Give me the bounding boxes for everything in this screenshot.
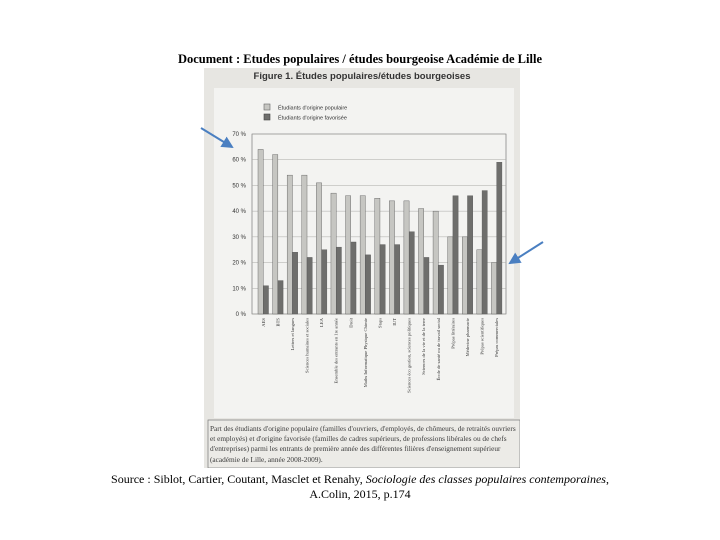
y-tick-label: 40 % bbox=[232, 209, 246, 216]
bar-favored bbox=[482, 191, 487, 314]
x-tick-label: Droit bbox=[348, 318, 354, 328]
legend-label-popular: Étudiants d'origine populaire bbox=[278, 105, 348, 112]
x-tick-label: Sciences éco gestion, sciences politiques bbox=[406, 318, 412, 393]
bar-favored bbox=[497, 162, 502, 314]
x-tick-label: Médecine pharmacie bbox=[464, 318, 470, 357]
x-tick-label: AES bbox=[260, 318, 266, 327]
bar-popular bbox=[491, 263, 496, 314]
bar-chart bbox=[204, 68, 520, 468]
document-title: Document : Etudes populaires / études bourgeoise Académie de Lille bbox=[177, 52, 542, 66]
scanned-figure bbox=[204, 68, 520, 468]
bar-popular bbox=[331, 193, 336, 314]
bar-popular bbox=[316, 183, 321, 314]
bar-favored bbox=[438, 265, 443, 314]
bar-favored bbox=[365, 255, 370, 314]
source-prefix: Source : Siblot, Cartier, Coutant, Masclet et Renahy, bbox=[111, 472, 366, 486]
bar-favored bbox=[380, 245, 385, 314]
bar-favored bbox=[351, 242, 356, 314]
bar-favored bbox=[278, 281, 283, 314]
bar-popular bbox=[346, 196, 351, 314]
figure-caption: Part des étudiants d'origine populaire (familles d'ouvriers, d'employés, de chômeurs, de retraités ouvriers et employés) et d'origine favorisée (familles de cadres supérieurs, de professions libérales ou de chefs d'entreprises) parmi les entrants de première année des différentes filières d'enseignement supérieur (académie de Lille, année 2008-2009). bbox=[210, 424, 516, 464]
legend-swatch-popular bbox=[264, 104, 270, 110]
x-tick-label: Ensemble des entrants en 1re année bbox=[333, 318, 339, 384]
bar-favored bbox=[336, 247, 341, 314]
x-tick-label: Maths Informatique Physique Chimie bbox=[362, 318, 368, 388]
x-tick-label: Prépas scientifiques bbox=[479, 318, 485, 355]
bar-popular bbox=[404, 201, 409, 314]
bar-favored bbox=[409, 232, 414, 314]
bar-popular bbox=[302, 175, 307, 314]
y-tick-label: 10 % bbox=[232, 286, 246, 293]
x-tick-label: Staps bbox=[377, 318, 383, 328]
bar-popular bbox=[273, 155, 278, 314]
x-tick-label: Sciences de la vie et de la terre bbox=[421, 318, 427, 375]
bar-favored bbox=[424, 257, 429, 314]
bar-favored bbox=[292, 252, 297, 314]
bar-popular bbox=[389, 201, 394, 314]
y-tick-label: 70 % bbox=[232, 132, 246, 138]
source-suffix: , bbox=[605, 472, 609, 486]
bar-popular bbox=[418, 209, 423, 314]
legend-label-favored: Étudiants d'origine favorisée bbox=[278, 115, 347, 122]
x-tick-label: BTS bbox=[275, 318, 281, 327]
y-tick-label: 50 % bbox=[232, 183, 246, 190]
x-tick-label: Prépas littéraires bbox=[450, 318, 456, 349]
bar-popular bbox=[433, 211, 438, 314]
x-tick-label: Prépas commerciales bbox=[494, 318, 500, 357]
y-tick-label: 30 % bbox=[232, 234, 246, 241]
x-tick-label: Sciences humaines et sociales bbox=[304, 318, 310, 373]
bar-favored bbox=[322, 250, 327, 314]
y-tick-label: 60 % bbox=[232, 157, 246, 164]
x-tick-label: École de santé ou de travail social bbox=[435, 318, 441, 381]
figure-title: Figure 1. Études populaires/études bourgeoises bbox=[253, 71, 471, 82]
y-tick-label: 20 % bbox=[232, 260, 246, 267]
x-tick-label: IUT bbox=[392, 318, 398, 326]
bar-favored bbox=[453, 196, 458, 314]
source-book-title: Sociologie des classes populaires contemporaines bbox=[365, 472, 606, 486]
bar-popular bbox=[287, 175, 292, 314]
bar-favored bbox=[467, 196, 472, 314]
bar-popular bbox=[477, 250, 482, 314]
source-citation bbox=[0, 472, 720, 502]
bar-popular bbox=[462, 237, 467, 314]
y-tick-label: 0 % bbox=[235, 312, 246, 318]
bar-popular bbox=[360, 196, 365, 314]
source-line2: A.Colin, 2015, p.174 bbox=[309, 487, 411, 501]
bar-favored bbox=[307, 257, 312, 314]
bar-popular bbox=[448, 237, 453, 314]
bar-popular bbox=[258, 149, 263, 314]
x-tick-label: Lettres et langues bbox=[289, 318, 295, 351]
legend-swatch-favored bbox=[264, 114, 270, 120]
bar-favored bbox=[263, 286, 268, 314]
x-tick-label: LEA bbox=[319, 318, 325, 327]
bar-favored bbox=[395, 245, 400, 314]
bar-popular bbox=[375, 198, 380, 314]
